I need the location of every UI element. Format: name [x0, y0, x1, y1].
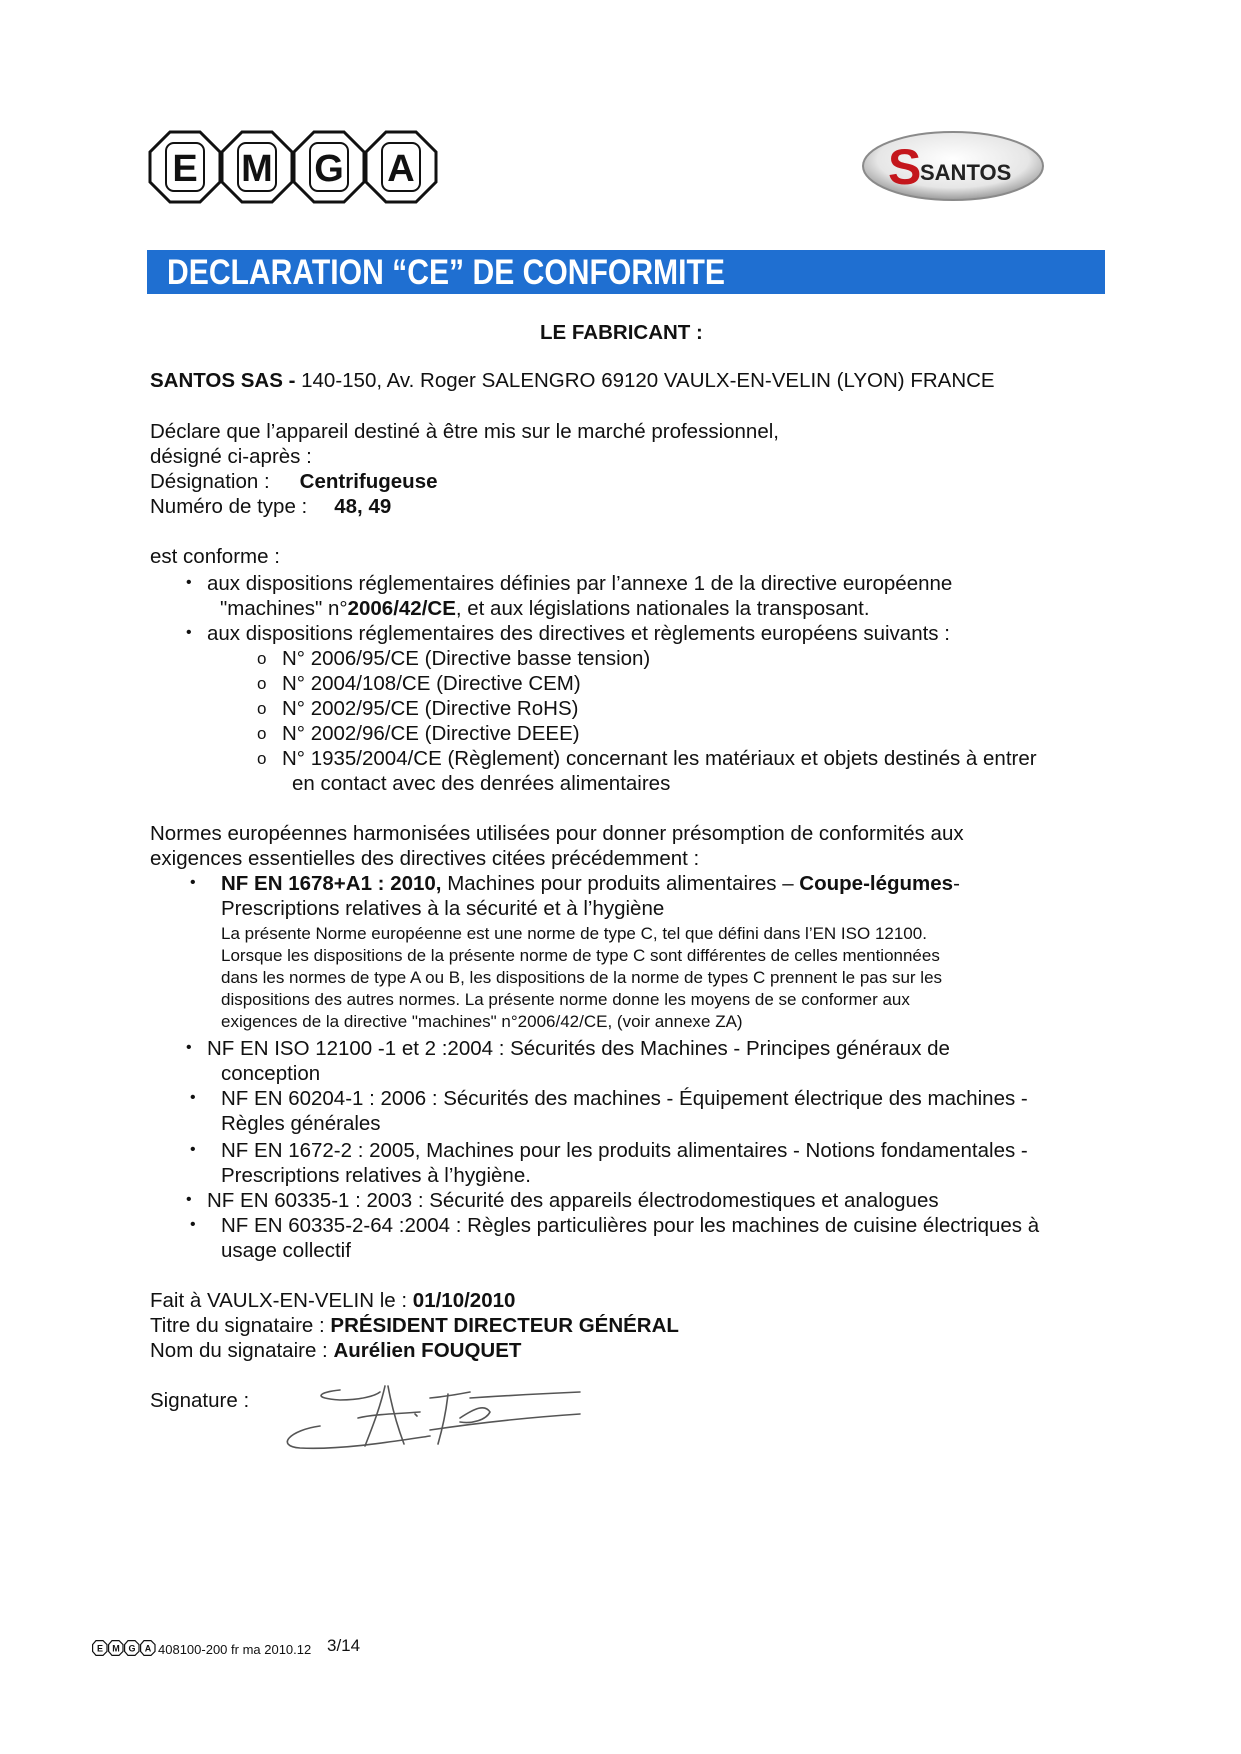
signature-label: Signature :: [150, 1389, 250, 1412]
bullet-icon: •: [186, 624, 192, 641]
norme-1-note: Lorsque les dispositions de la présente norme de type C sont différentes de celles mentionnées: [221, 946, 940, 965]
designation-value: Centrifugeuse: [299, 470, 438, 493]
norme-3-line-1: NF EN 60204-1 : 2006 : Sécurités des machines - Équipement électrique des machines -: [221, 1087, 1028, 1110]
type-value: 48, 49: [334, 495, 392, 518]
emga-letter-m: M: [241, 148, 273, 190]
footer-ref: 408100-200 fr ma 2010.12: [158, 1642, 312, 1657]
norme-1-line-1: NF EN 1678+A1 : 2010, Machines pour produits alimentaires – Coupe-légumes-: [221, 872, 960, 895]
directive-1-line-1: aux dispositions réglementaires définies par l’annexe 1 de la directive européenne: [207, 572, 953, 595]
norme-3-line-2: Règles générales: [221, 1112, 381, 1135]
footer-emga-letter: G: [128, 1643, 136, 1654]
circle-bullet-icon: o: [257, 674, 267, 693]
footer-emga-letter: A: [144, 1643, 152, 1654]
title-banner: [147, 250, 1105, 294]
handwritten-signature: [280, 1378, 610, 1458]
emga-letter-g: G: [314, 148, 344, 190]
bullet-icon: •: [186, 1039, 192, 1056]
footer-emga-logo: [92, 1640, 156, 1656]
directive-1-line-2: "machines" n°2006/42/CE, et aux législations nationales la transposant.: [220, 597, 870, 620]
directive-item: N° 1935/2004/CE (Règlement) concernant les matériaux et objets destinés à entrer: [282, 747, 1037, 770]
bullet-icon: •: [186, 574, 192, 591]
designation-line: Désignation : Centrifugeuse: [150, 470, 438, 493]
norme-5: NF EN 60335-1 : 2003 : Sécurité des appareils électrodomestiques et analogues: [207, 1189, 939, 1212]
fabricant-name: SANTOS SAS -: [150, 369, 296, 392]
fabricant-line: [150, 368, 995, 393]
norme-1-note: La présente Norme européenne est une norme de type C, tel que défini dans l’EN ISO 12100.: [221, 924, 927, 943]
norme-1-line-2: Prescriptions relatives à la sécurité et à l’hygiène: [221, 897, 665, 920]
directive-item: N° 2002/96/CE (Directive DEEE): [282, 722, 580, 745]
directive-item-continued: en contact avec des denrées alimentaires: [292, 772, 671, 795]
circle-bullet-icon: o: [257, 749, 267, 768]
norme-2-line-1: NF EN ISO 12100 -1 et 2 :2004 : Sécurités des Machines - Principes généraux de: [207, 1037, 950, 1060]
circle-bullet-icon: o: [257, 724, 267, 743]
bullet-icon: •: [190, 1216, 196, 1233]
norme-1-note: dans les normes de type A ou B, les dispositions de la norme de types C prennent le pas sur les: [221, 968, 943, 987]
declaration-line-2: désigné ci-après :: [150, 445, 312, 468]
type-line: Numéro de type : 48, 49: [150, 495, 392, 518]
directive-item: N° 2004/108/CE (Directive CEM): [282, 672, 581, 695]
emga-letter-e: E: [172, 148, 198, 190]
directive-item: N° 2002/95/CE (Directive RoHS): [282, 697, 579, 720]
directive-item: N° 2006/95/CE (Directive basse tension): [282, 647, 651, 670]
norme-4-line-1: NF EN 1672-2 : 2005, Machines pour les produits alimentaires - Notions fondamentales -: [221, 1139, 1028, 1162]
footer-emga-letter: M: [112, 1643, 120, 1654]
circle-bullet-icon: o: [257, 649, 267, 668]
directive-2: aux dispositions réglementaires des directives et règlements européens suivants :: [207, 622, 950, 645]
emga-logo: [148, 130, 443, 204]
santos-logo: [858, 122, 1048, 206]
titre-line: Titre du signataire : PRÉSIDENT DIRECTEUR GÉNÉRAL: [150, 1314, 679, 1337]
svg-text:S: S: [888, 139, 922, 195]
emga-letter-a: A: [387, 148, 415, 190]
norme-1-note: dispositions des autres normes. La présente norme donne les moyens de se conformer aux: [221, 990, 910, 1009]
nom-line: Nom du signataire : Aurélien FOUQUET: [150, 1339, 522, 1362]
titre-value: PRÉSIDENT DIRECTEUR GÉNÉRAL: [330, 1314, 679, 1337]
normes-intro-2: exigences essentielles des directives citées précédemment :: [150, 847, 700, 870]
norme-2-line-2: conception: [221, 1062, 321, 1085]
fabricant-address: 140-150, Av. Roger SALENGRO 69120 VAULX-EN-VELIN (LYON) FRANCE: [301, 369, 995, 392]
fait-line: Fait à VAULX-EN-VELIN le : 01/10/2010: [150, 1289, 516, 1312]
santos-logo-text: SANTOS: [920, 160, 1012, 185]
fabricant-heading: LE FABRICANT :: [540, 321, 703, 344]
nom-value: Aurélien FOUQUET: [333, 1339, 522, 1362]
conforme-label: est conforme :: [150, 545, 280, 568]
declaration-line-1: Déclare que l’appareil destiné à être mis sur le marché professionnel,: [150, 420, 779, 443]
fait-date: 01/10/2010: [412, 1289, 516, 1312]
circle-bullet-icon: o: [257, 699, 267, 718]
norme-6-line-1: NF EN 60335-2-64 :2004 : Règles particulières pour les machines de cuisine électriques à: [221, 1214, 1040, 1237]
page-title: DECLARATION “CE” DE CONFORMITE: [167, 253, 725, 292]
normes-intro-1: Normes européennes harmonisées utilisées pour donner présomption de conformités aux: [150, 822, 964, 845]
bullet-icon: •: [190, 1141, 196, 1158]
norme-6-line-2: usage collectif: [221, 1239, 351, 1262]
footer-emga-letter: E: [96, 1643, 104, 1654]
norme-1-note: exigences de la directive "machines" n°2006/42/CE, (voir annexe ZA): [221, 1012, 743, 1031]
bullet-icon: •: [190, 874, 196, 891]
bullet-icon: •: [186, 1191, 192, 1208]
norme-4-line-2: Prescriptions relatives à l’hygiène.: [221, 1164, 531, 1187]
page-number: 3/14: [327, 1636, 361, 1655]
bullet-icon: •: [190, 1089, 196, 1106]
